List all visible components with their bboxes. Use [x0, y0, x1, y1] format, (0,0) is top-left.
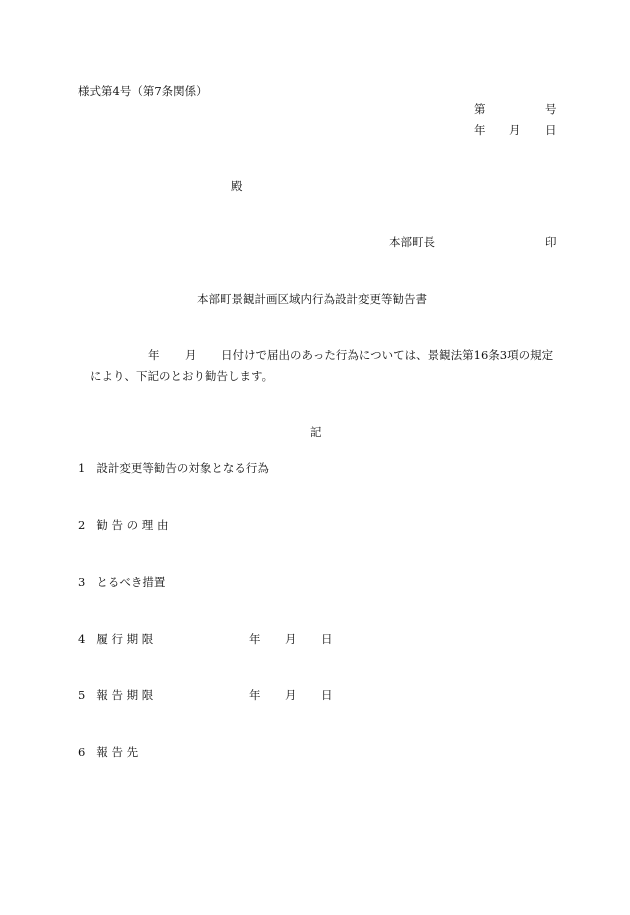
body-month: 月	[185, 348, 197, 362]
issue-date-year: 年	[474, 123, 486, 137]
document-number-suffix: 号	[545, 102, 557, 116]
item-label: 報 告 先	[96, 745, 139, 759]
item-number: 1	[78, 461, 86, 475]
list-item	[78, 747, 138, 759]
body-year: 年	[148, 348, 160, 362]
body-line-2: により、下記のとおり勧告します。	[90, 369, 274, 383]
report-deadline-month: 月	[285, 688, 297, 702]
item-label: 勧 告 の 理 由	[96, 518, 169, 532]
item-number: 5	[78, 688, 86, 702]
document-number-prefix: 第	[474, 102, 486, 116]
form-number: 様式第4号（第7条関係）	[78, 84, 208, 98]
addressee-honorific: 殿	[231, 179, 243, 193]
item-number: 4	[78, 632, 86, 646]
issue-date-day: 日	[545, 123, 557, 137]
item-label: 設計変更等勧告の対象となる行為	[96, 461, 269, 475]
item-label: 報 告 期 限	[96, 688, 154, 702]
item-number: 2	[78, 518, 86, 532]
seal-mark: 印	[545, 235, 557, 249]
report-deadline-day: 日	[321, 688, 333, 702]
list-item	[78, 520, 168, 532]
list-item	[78, 634, 153, 646]
body-line-1: 日付けで届出のあった行為については、景観法第16条3項の規定	[221, 348, 554, 362]
item-number: 6	[78, 745, 86, 759]
ki-heading: 記	[310, 425, 322, 439]
list-item	[78, 577, 165, 589]
list-item	[78, 463, 269, 475]
sender-title: 本部町長	[389, 235, 435, 249]
issue-date-month: 月	[509, 123, 521, 137]
report-deadline-year: 年	[249, 688, 261, 702]
list-item	[78, 690, 153, 702]
deadline-month: 月	[285, 632, 297, 646]
item-label: とるべき措置	[96, 575, 166, 589]
item-label: 履 行 期 限	[96, 632, 154, 646]
deadline-year: 年	[249, 632, 261, 646]
document-title: 本部町景観計画区域内行為設計変更等勧告書	[197, 292, 427, 306]
item-number: 3	[78, 575, 86, 589]
deadline-day: 日	[321, 632, 333, 646]
